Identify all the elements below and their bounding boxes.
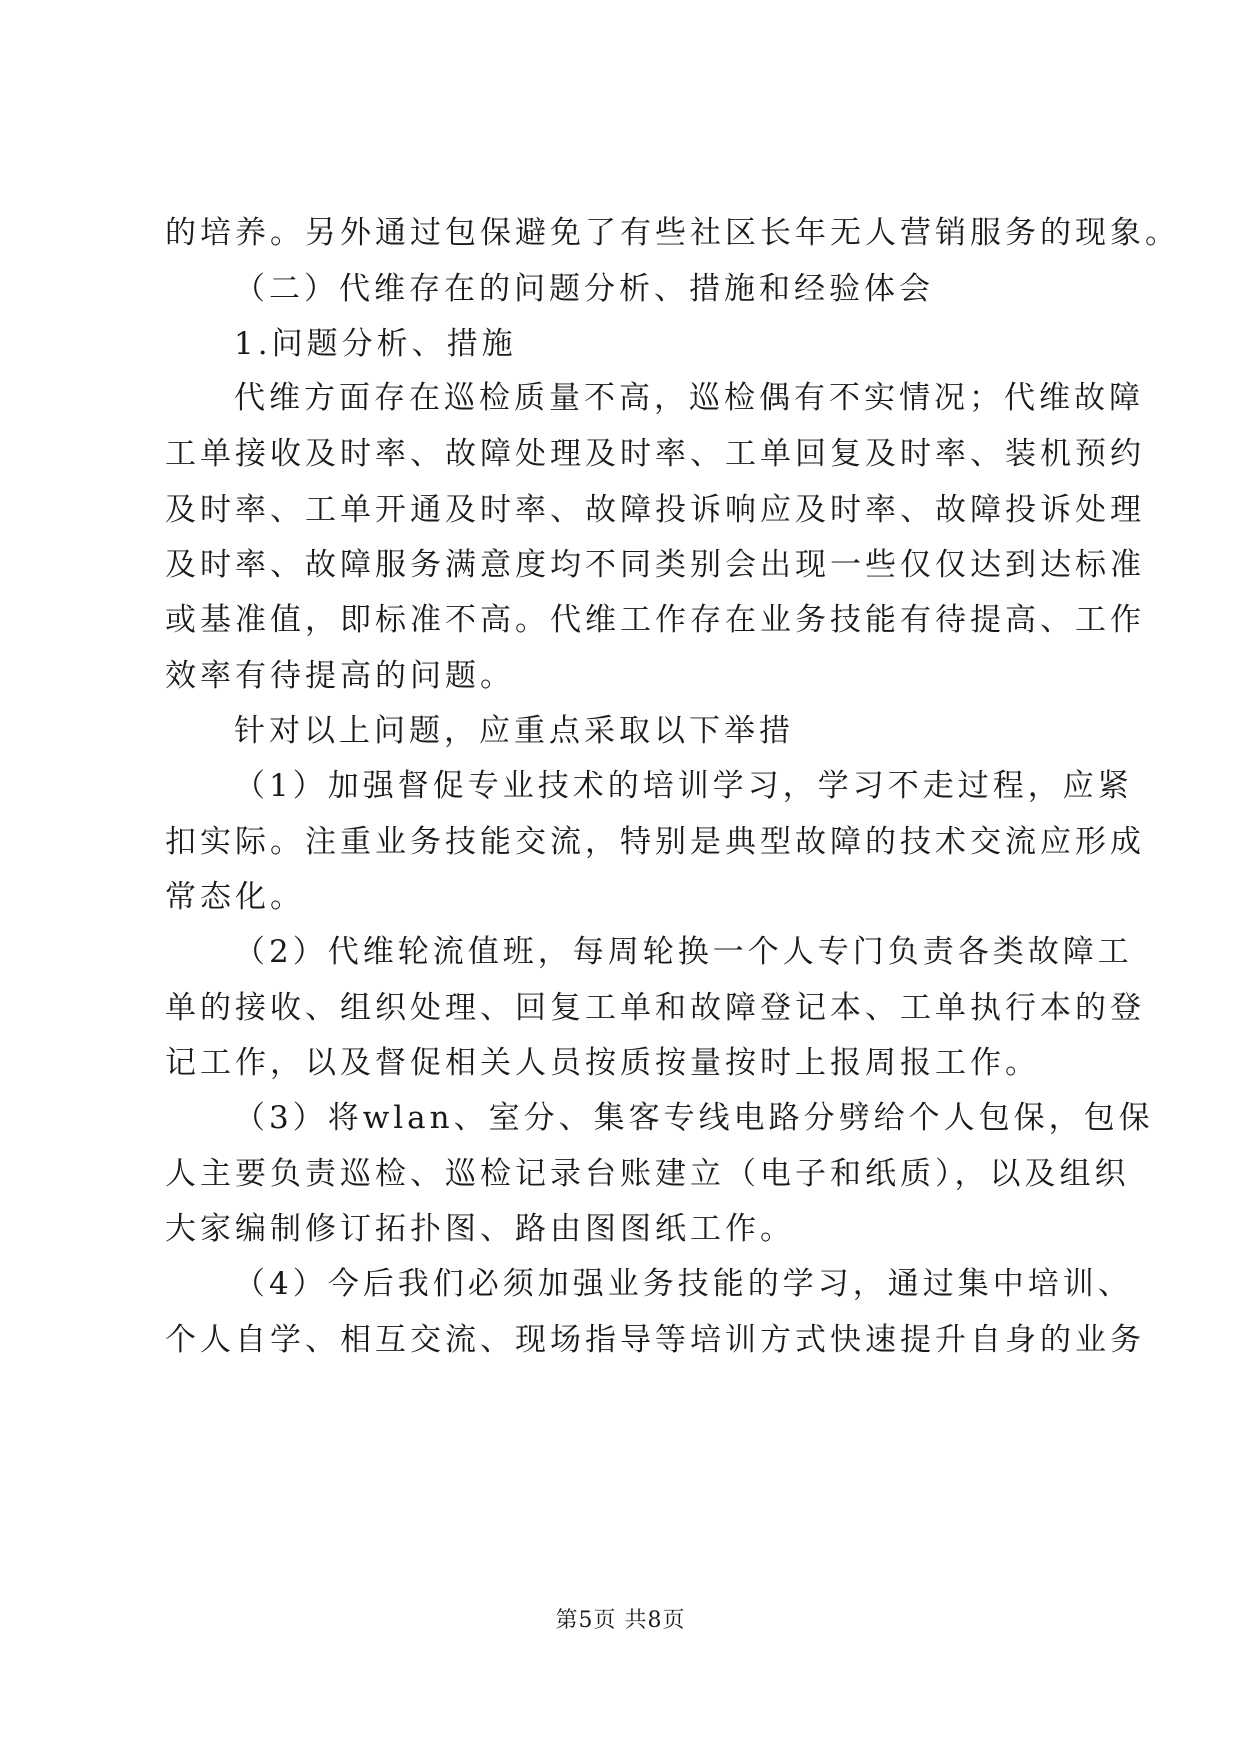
- list-item-2: （2）代维轮流值班，每周轮换一个人专门负责各类故障工: [234, 934, 1133, 970]
- section-heading: （二）代维存在的问题分析、措施和经验体会: [234, 271, 934, 307]
- text-line: 大家编制修订拓扑图、路由图图纸工作。: [165, 1211, 795, 1247]
- text-line: 个人自学、相互交流、现场指导等培训方式快速提升自身的业务: [165, 1322, 1145, 1358]
- page-number: 第5页 共8页: [555, 1608, 686, 1633]
- text-line: 人主要负责巡检、巡检记录台账建立（电子和纸质），以及组织: [165, 1156, 1130, 1192]
- text-line: 及时率、故障服务满意度均不同类别会出现一些仅仅达到达标准: [165, 547, 1145, 583]
- text-line: 或基准值，即标准不高。代维工作存在业务技能有待提高、工作: [165, 602, 1145, 638]
- text-line: 及时率、工单开通及时率、故障投诉响应及时率、故障投诉处理: [165, 492, 1145, 528]
- text-line: 单的接收、组织处理、回复工单和故障登记本、工单执行本的登: [165, 990, 1145, 1026]
- text-line: 工单接收及时率、故障处理及时率、工单回复及时率、装机预约: [165, 436, 1145, 472]
- list-item-4: （4）今后我们必须加强业务技能的学习，通过集中培训、: [234, 1266, 1133, 1302]
- text-line: 扣实际。注重业务技能交流，特别是典型故障的技术交流应形成: [165, 824, 1145, 860]
- text-line: 的培养。另外通过包保避免了有些社区长年无人营销服务的现象。: [165, 215, 1180, 251]
- text-line: 记工作，以及督促相关人员按质按量按时上报周报工作。: [165, 1045, 1040, 1081]
- list-item-1: （1）加强督促专业技术的培训学习，学习不走过程，应紧: [234, 768, 1133, 804]
- text-line: 代维方面存在巡检质量不高，巡检偶有不实情况；代维故障: [234, 380, 1144, 416]
- text-line: 常态化。: [165, 879, 305, 915]
- subsection-heading: 1.问题分析、措施: [234, 326, 517, 362]
- text-line: 针对以上问题，应重点采取以下举措: [234, 713, 794, 749]
- text-line: 效率有待提高的问题。: [165, 658, 515, 694]
- list-item-3: （3）将wlan、室分、集客专线电路分劈给个人包保，包保: [234, 1100, 1154, 1136]
